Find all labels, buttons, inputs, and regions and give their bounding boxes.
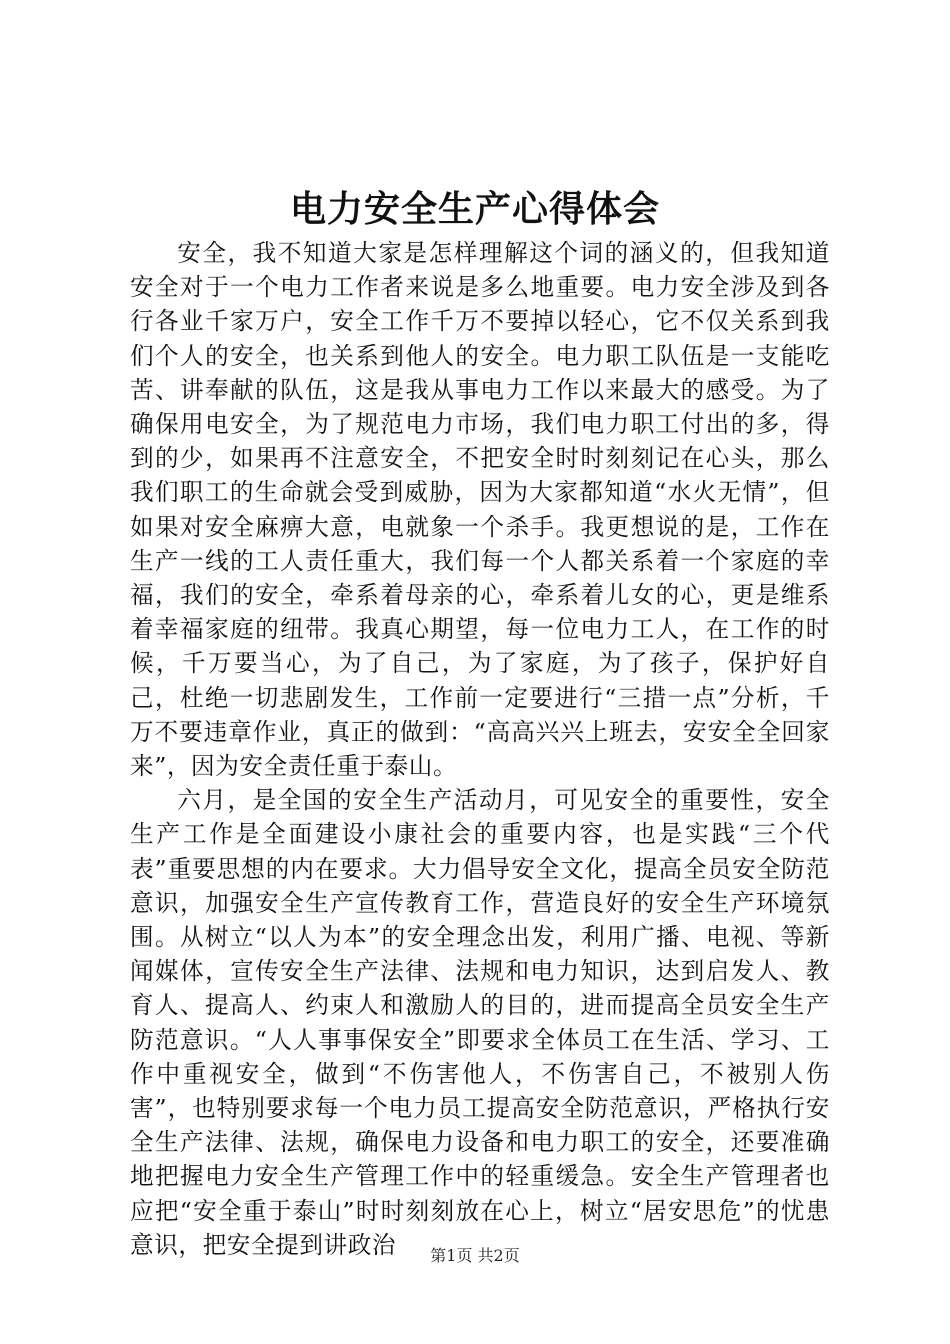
page-number: 第1页 共2页	[430, 1246, 520, 1265]
paragraph: 六月，是全国的安全生产活动月，可见安全的重要性，安全生产工作是全面建设小康社会的重要内容，也是实践“三个代表”重要思想的内在要求。大力倡导安全文化，提高全员安全防范意识，加强安全生产宣传教育工作，营造良好的安全生产环境氛围。从树立“以人为本”的安全理念出发，利用广播、电视、等新闻媒体，宣传安全生产法律、法规和电力知识，达到启发人、教育人、提高人、约束人和激励人的目的，进而提高全员安全生产防范意识。“人人事事保安全”即要求全体员工在生活、学习、工作中重视安全，做到“不伤害他人，不伤害自己，不被别人伤害”，也特别要求每一个电力员工提高安全防范意识，严格执行安全生产法律、法规，确保电力设备和电力职工的安全，还要准确地把握电力安全生产管理工作中的轻重缓急。安全生产管理者也应把“安全重于泰山”时时刻刻放在心上，树立“居安思危”的忧患意识，把安全提到讲政治	[130, 786, 830, 1259]
page-title: 电力安全生产心得体会	[289, 188, 660, 230]
document-body	[130, 236, 830, 1262]
paragraph: 安全，我不知道大家是怎样理解这个词的涵义的，但我知道安全对于一个电力工作者来说是多么地重要。电力安全涉及到各行各业千家万户，安全工作千万不要掉以轻心，它不仅关系到我们个人的安全，也关系到他人的安全。电力职工队伍是一支能吃苦、讲奉献的队伍，这是我从事电力工作以来最大的感受。为了确保用电安全，为了规范电力市场，我们电力职工付出的多，得到的少，如果再不注意安全，不把安全时时刻刻记在心头，那么我们职工的生命就会受到威胁，因为大家都知道“水火无情”，但如果对安全麻痹大意，电就象一个杀手。我更想说的是，工作在生产一线的工人责任重大，我们每一个人都关系着一个家庭的幸福，我们的安全，牵系着母亲的心，牵系着儿女的心，更是维系着幸福家庭的纽带。我真心期望，每一位电力工人，在工作的时候，千万要当心，为了自己，为了家庭，为了孩子，保护好自己，杜绝一切悲剧发生，工作前一定要进行“三措一点”分析，千万不要违章作业，真正的做到：“高高兴兴上班去，安安全全回家来”，因为安全责任重于泰山。	[130, 239, 830, 781]
